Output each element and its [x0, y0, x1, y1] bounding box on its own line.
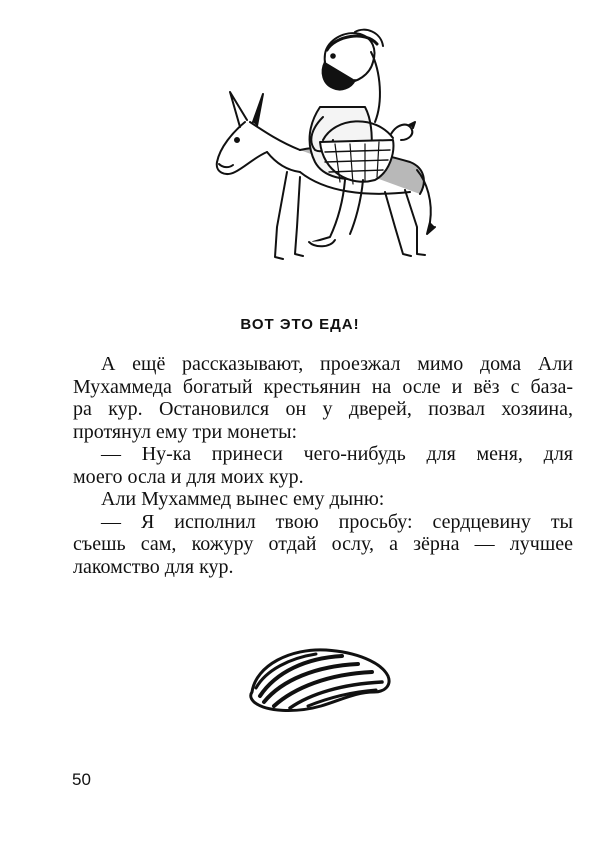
text-line: протянул ему три монеты: [73, 420, 298, 443]
text-line: съешь сам, кожуру отдай ослу, а зёрна — лучшее [73, 533, 573, 555]
story-text [73, 353, 573, 578]
text-line: А ещё рассказывают, проезжал мимо дома Али [101, 353, 573, 375]
page-number: 50 [72, 770, 91, 789]
text-line: Мухаммеда богатый крестьянин на осле и вёз с база- [73, 375, 573, 398]
text-line: Али Мухаммед вынес ему дыню: [101, 488, 385, 510]
man-on-donkey-illustration [205, 22, 445, 272]
text-line: лакомство для кур. [73, 555, 234, 578]
story-title: ВОТ ЭТО ЕДА! [240, 316, 360, 333]
text-line: ра кур. Остановился он у дверей, позвал хозяина, [73, 398, 573, 420]
text-line: моего осла и для моих кур. [73, 465, 304, 488]
text-line: — Ну-ка принеси чего-нибудь для меня, для [101, 443, 573, 465]
text-line: — Я исполнил твою просьбу: сердцевину ты [101, 510, 573, 533]
melon-illustration [246, 640, 396, 720]
